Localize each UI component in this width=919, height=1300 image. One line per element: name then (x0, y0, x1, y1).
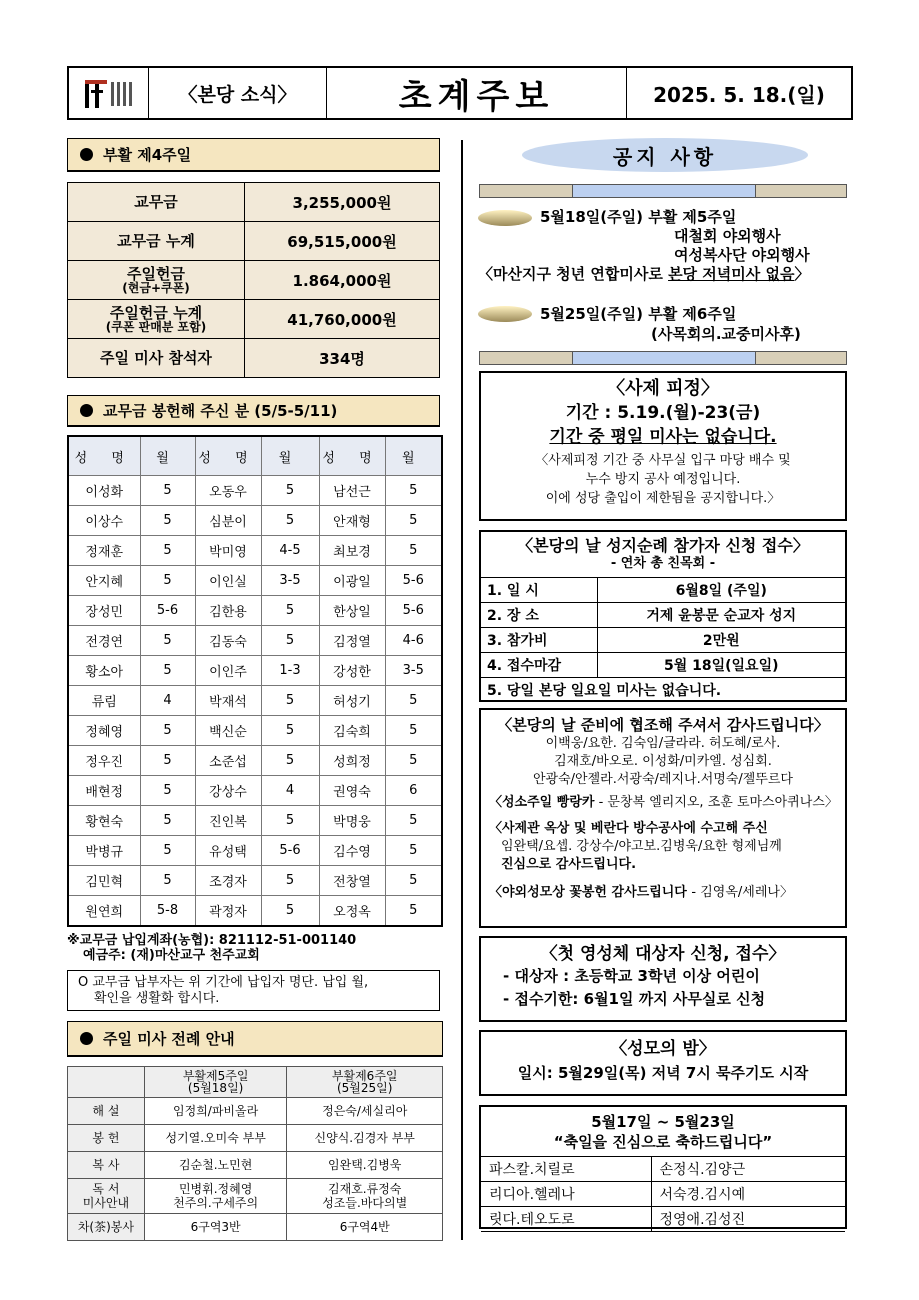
donor-name: 강상수 (195, 776, 261, 806)
giving-table (67, 182, 440, 378)
table-row (68, 776, 442, 806)
pilgrimage-key: 2. 장 소 (481, 603, 597, 628)
pilgrimage-key: 3. 참가비 (481, 628, 597, 653)
donor-name: 김수영 (319, 836, 385, 866)
mass-header-cell (144, 1067, 287, 1098)
mary-night-title: 〈성모의 밤〉 (610, 1039, 716, 1059)
pilgrimage-box (479, 530, 847, 702)
donor-name: 허성기 (319, 686, 385, 716)
first-communion-title: 〈첫 영성체 대상자 신청, 접수〉 (540, 944, 786, 964)
table-row (68, 686, 442, 716)
table-row (68, 836, 442, 866)
mass-title: 주일 미사 전례 안내 (103, 1030, 235, 1048)
donor-month: 5 (385, 686, 442, 716)
event-note: 〈마산지구 청년 연합미사로 본당 저녁미사 없음〉 (478, 265, 810, 283)
feast-greeting: “축일을 진심으로 축하드립니다” (553, 1133, 773, 1151)
donor-month: 5 (385, 536, 442, 566)
donor-name: 김동숙 (195, 626, 261, 656)
donor-name: 한상일 (319, 596, 385, 626)
mass-assignee (144, 1098, 287, 1125)
table-row (68, 1098, 443, 1125)
giving-value: 41,760,000원 (245, 300, 440, 339)
thanks-title: 〈본당의 날 준비에 협조해 주셔서 감사드립니다〉 (497, 716, 829, 734)
donor-name: 황현숙 (68, 806, 140, 836)
table-row (68, 626, 442, 656)
donor-month: 4 (261, 776, 319, 806)
event-line: (사목회의.교중미사후) (651, 325, 801, 343)
donor-month: 1-3 (261, 656, 319, 686)
giving-value: 334명 (245, 339, 440, 378)
mass-header-week: 부활제6주일 (331, 1069, 398, 1083)
giving-sublabel: (쿠폰 판매분 포함) (105, 319, 207, 334)
pilgrimage-key: 4. 접수마감 (481, 653, 597, 678)
column-divider (461, 140, 463, 1240)
table-row (68, 596, 442, 626)
donor-month: 5 (140, 836, 195, 866)
mass-title-bar (67, 1021, 443, 1057)
donor-month: 5 (385, 716, 442, 746)
donor-name: 박명웅 (319, 806, 385, 836)
giving-row (68, 183, 440, 222)
retreat-nomass: 기간 중 평일 미사는 없습니다. (549, 427, 777, 447)
donor-name: 배현정 (68, 776, 140, 806)
event-date: 5월25일(주일) 부활 제6주일 (540, 305, 737, 323)
table-row (481, 603, 845, 628)
mass-assignee-line: 성조들.바다의별 (322, 1196, 408, 1210)
pilgrimage-last: 5. 당일 본당 일요일 미사는 없습니다. (481, 678, 845, 703)
mass-assignee-line: 정은숙/세실리아 (322, 1104, 408, 1118)
donor-month: 5 (261, 506, 319, 536)
mass-assignee-line: 천주의.구세주의 (173, 1196, 259, 1210)
table-row (68, 506, 442, 536)
feast-saint: 리디아.헬레나 (481, 1182, 651, 1207)
donor-month: 5 (385, 506, 442, 536)
donor-name: 오동우 (195, 476, 261, 506)
retreat-period: 기간 : 5.19.(월)-23(금) (565, 403, 761, 423)
donor-name: 이인실 (195, 566, 261, 596)
donor-name: 전창열 (319, 866, 385, 896)
donor-name: 정재훈 (68, 536, 140, 566)
bulletin-header (67, 66, 853, 120)
donors-header-cell: 월 (385, 436, 442, 476)
donor-month: 4 (140, 686, 195, 716)
donor-month: 5 (140, 626, 195, 656)
donor-month: 5 (140, 866, 195, 896)
donor-name: 이성화 (68, 476, 140, 506)
mass-assignee-line: 김재호.류정숙 (328, 1182, 402, 1196)
donor-month: 5 (385, 836, 442, 866)
donor-month: 5-6 (385, 566, 442, 596)
donor-month: 5-6 (261, 836, 319, 866)
donor-month: 5 (140, 806, 195, 836)
donors-header-cell: 월 (261, 436, 319, 476)
donor-month: 5-6 (140, 596, 195, 626)
donor-month: 5 (140, 716, 195, 746)
giving-label-cell (68, 183, 245, 222)
mass-role-label: 미사안내 (82, 1196, 130, 1210)
donor-name: 김민혁 (68, 866, 140, 896)
donor-name: 성희정 (319, 746, 385, 776)
feast-box (479, 1105, 847, 1229)
table-row (68, 656, 442, 686)
donor-name: 남선근 (319, 476, 385, 506)
donor-month: 5-8 (140, 896, 195, 927)
donor-name: 진인복 (195, 806, 261, 836)
mass-assignee-line: 6구역4반 (339, 1220, 390, 1234)
mass-role (68, 1214, 145, 1241)
mass-table (67, 1066, 443, 1241)
table-row (68, 1179, 443, 1214)
divider-bar (479, 184, 847, 198)
donor-month: 5 (261, 896, 319, 927)
pilgrimage-value: 2만원 (597, 628, 845, 653)
mass-header-empty (68, 1067, 145, 1098)
giving-label-cell (68, 339, 245, 378)
mass-role (68, 1125, 145, 1152)
roof-thanks: 〈사제관 옥상 및 베란다 방수공사에 수고해 주신 임완택/요셉. 강상수/야고보.김병욱/요한 형제님께 진심으로 감사드립니다. (489, 821, 782, 872)
giving-label-cell (68, 222, 245, 261)
table-row (481, 1207, 845, 1232)
donors-header-cell: 성 명 (319, 436, 385, 476)
donor-month: 5 (385, 896, 442, 927)
giving-label-cell (68, 261, 245, 300)
donors-header-cell: 성 명 (68, 436, 140, 476)
event-line: 대철회 야외행사 (674, 227, 781, 245)
donor-month: 6 (385, 776, 442, 806)
table-row (481, 678, 845, 703)
feast-table (481, 1156, 845, 1232)
donor-month: 5 (140, 536, 195, 566)
mass-assignee (287, 1214, 443, 1241)
donor-month: 3-5 (261, 566, 319, 596)
giving-label: 주일헌금 (127, 264, 185, 283)
event-may18 (478, 208, 858, 284)
donor-name: 이상수 (68, 506, 140, 536)
giving-row (68, 222, 440, 261)
retreat-line: 누수 방지 공사 예정입니다. (585, 472, 741, 487)
donor-name: 박재석 (195, 686, 261, 716)
table-row (481, 1157, 845, 1182)
week-title: 부활 제4주일 (103, 146, 192, 164)
donor-name: 심분이 (195, 506, 261, 536)
table-row (68, 566, 442, 596)
feast-saint: 릿다.테오도로 (481, 1207, 651, 1232)
donor-name: 원연희 (68, 896, 140, 927)
mass-header-date: (5월25일) (336, 1081, 393, 1095)
donors-header-row (68, 436, 442, 476)
giving-sublabel: (현금+쿠폰) (122, 280, 190, 295)
notice-heading: 공지 사항 (522, 138, 808, 172)
divider-bar (479, 351, 847, 365)
donor-name: 조경자 (195, 866, 261, 896)
giving-label: 주일 미사 참석자 (100, 349, 212, 367)
retreat-line: 이에 성당 출입이 제한됨을 공지합니다.〉 (545, 491, 781, 506)
donors-title: 교무금 봉헌해 주신 분 (5/5-5/11) (103, 402, 338, 420)
mass-role (68, 1152, 145, 1179)
first-communion-line: - 접수기한: 6월1일 까지 사무실로 신청 (503, 990, 766, 1008)
mass-assignee-line: 임정희/파비올라 (173, 1104, 259, 1118)
donor-name: 최보경 (319, 536, 385, 566)
table-row (68, 806, 442, 836)
giving-label: 교무금 (134, 193, 178, 211)
donors-header-cell: 성 명 (195, 436, 261, 476)
mass-assignee (144, 1179, 287, 1214)
donor-month: 5 (385, 746, 442, 776)
mass-assignee (144, 1214, 287, 1241)
donor-name: 소준섭 (195, 746, 261, 776)
event-may25 (478, 304, 858, 344)
pilgrimage-value: 6월8일 (주일) (597, 578, 845, 603)
feast-names: 서숙경.김시예 (651, 1182, 845, 1207)
donor-name: 이인주 (195, 656, 261, 686)
notice-line: 확인을 생활화 합시다. (94, 991, 220, 1006)
table-row (68, 866, 442, 896)
account-info (67, 933, 356, 963)
vocation-thanks: 〈성소주일 빵랑카 - 문창복 엘리지오, 조훈 토마스아퀴나스〉 (489, 795, 838, 810)
mass-assignee (287, 1152, 443, 1179)
notice-line: O 교무금 납부자는 위 기간에 납입자 명단. 납입 월, (78, 975, 369, 990)
donor-name: 김정열 (319, 626, 385, 656)
table-row (68, 1125, 443, 1152)
account-number: ※교무금 납입계좌(농협): 821112-51-001140 (67, 933, 357, 948)
account-holder: 예금주: (재)마산교구 천주교회 (83, 948, 260, 963)
pilgrimage-value: 5월 18일(일요일) (597, 653, 845, 678)
table-row (481, 1182, 845, 1207)
feast-dates: 5월17일 ~ 5월23일 (591, 1113, 735, 1131)
donor-name: 김한용 (195, 596, 261, 626)
donor-month: 5 (140, 746, 195, 776)
donor-month: 5 (261, 806, 319, 836)
donor-name: 안지혜 (68, 566, 140, 596)
thanks-line: 김재호/바오로. 이성화/미카엘. 성심회. (554, 754, 772, 769)
pilgrimage-table (481, 577, 845, 702)
header-section-label: 〈본당 소식〉 (149, 68, 327, 118)
notice-box (67, 970, 440, 1011)
mass-assignee (287, 1179, 443, 1214)
donor-month: 5 (385, 866, 442, 896)
mass-header-cell (287, 1067, 443, 1098)
giving-row (68, 300, 440, 339)
donor-month: 5-6 (385, 596, 442, 626)
donor-name: 강성한 (319, 656, 385, 686)
donor-month: 5 (261, 626, 319, 656)
mass-role-label: 차(茶)봉사 (77, 1220, 134, 1234)
mass-header-week: 부활제5주일 (182, 1069, 249, 1083)
retreat-box (479, 371, 847, 521)
donor-name: 전경연 (68, 626, 140, 656)
mass-header-row (68, 1067, 443, 1098)
donor-month: 5 (140, 776, 195, 806)
giving-label-cell (68, 300, 245, 339)
table-row (68, 1214, 443, 1241)
giving-row (68, 261, 440, 300)
donor-month: 5 (385, 476, 442, 506)
oval-bullet-icon (478, 306, 532, 322)
table-row (68, 476, 442, 506)
pilgrimage-title: 〈본당의 날 성지순례 참가자 신청 접수〉 (517, 536, 809, 555)
donor-month: 5 (261, 476, 319, 506)
bulletin-title: 초계주보 (327, 68, 627, 118)
donor-month: 5 (261, 686, 319, 716)
week-title-bar (67, 138, 440, 172)
donor-month: 4-6 (385, 626, 442, 656)
donor-month: 5 (385, 806, 442, 836)
flower-thanks: 〈야외성모상 꽃봉헌 감사드립니다 - 김영옥/세레나〉 (489, 885, 793, 900)
table-row (68, 716, 442, 746)
mass-role (68, 1179, 145, 1214)
bulletin-date: 2025. 5. 18.(일) (653, 82, 825, 107)
giving-value: 1.864,000원 (245, 261, 440, 300)
donor-name: 박미영 (195, 536, 261, 566)
donor-month: 5 (140, 476, 195, 506)
donor-name: 오정옥 (319, 896, 385, 927)
first-communion-line: - 대상자 : 초등학교 3학년 이상 어린이 (503, 967, 760, 985)
donor-name: 곽정자 (195, 896, 261, 927)
donor-month: 5 (261, 866, 319, 896)
table-row (481, 578, 845, 603)
mass-assignee-line: 김순철.노민현 (178, 1158, 253, 1172)
donor-name: 김숙희 (319, 716, 385, 746)
donor-month: 5 (140, 656, 195, 686)
event-line: 여성복사단 야외행사 (674, 246, 810, 264)
donor-month: 3-5 (385, 656, 442, 686)
logo-icon (83, 76, 135, 110)
table-row (481, 628, 845, 653)
table-row (68, 746, 442, 776)
giving-row (68, 339, 440, 378)
oval-bullet-icon (478, 210, 532, 226)
retreat-title: 〈사제 피정〉 (607, 378, 719, 399)
mass-assignee (287, 1098, 443, 1125)
mass-header-date: (5월18일) (187, 1081, 244, 1095)
mass-role-label: 독 서 (92, 1182, 120, 1196)
pilgrimage-value: 거제 윤봉문 순교자 성지 (597, 603, 845, 628)
donor-name: 유성택 (195, 836, 261, 866)
donor-month: 4-5 (261, 536, 319, 566)
thanks-line: 안광숙/안젤라.서광숙/레지나.서명숙/젤뚜르다 (532, 772, 793, 787)
bullet-icon (80, 148, 93, 161)
giving-label: 교무금 누계 (117, 232, 195, 250)
pilgrimage-subtitle: - 연차 총 친목회 - (610, 556, 716, 571)
mass-assignee (144, 1125, 287, 1152)
donor-name: 정우진 (68, 746, 140, 776)
donor-month: 5 (261, 716, 319, 746)
mass-assignee-line: 민병휘.정혜영 (178, 1182, 253, 1196)
table-row (68, 1152, 443, 1179)
mass-assignee-line: 성기열.오미숙 부부 (165, 1131, 266, 1145)
mass-role-label: 복 사 (92, 1158, 120, 1172)
donor-name: 이광일 (319, 566, 385, 596)
donor-name: 박병규 (68, 836, 140, 866)
first-communion-box (479, 936, 847, 1022)
donor-month: 5 (261, 596, 319, 626)
donor-name: 백신순 (195, 716, 261, 746)
mass-assignee-line: 임완택.김병욱 (328, 1158, 402, 1172)
parish-logo (69, 68, 149, 118)
donors-title-bar (67, 395, 440, 427)
donor-name: 권영숙 (319, 776, 385, 806)
mass-role (68, 1098, 145, 1125)
donor-name: 정혜영 (68, 716, 140, 746)
giving-label: 주일헌금 누계 (109, 303, 203, 322)
feast-saint: 파스칼.치릴로 (481, 1157, 651, 1182)
donor-month: 5 (261, 746, 319, 776)
table-row (68, 896, 442, 927)
donors-table (67, 435, 443, 927)
mary-night-line: 일시: 5월29일(목) 저녁 7시 묵주기도 시작 (517, 1064, 809, 1082)
table-row (481, 653, 845, 678)
donor-name: 안재형 (319, 506, 385, 536)
mass-assignee (144, 1152, 287, 1179)
mary-night-box (479, 1030, 847, 1096)
bullet-icon (80, 404, 93, 417)
giving-value: 69,515,000원 (245, 222, 440, 261)
mass-assignee-line: 신양식.김경자 부부 (314, 1131, 415, 1145)
donors-header-cell: 월 (140, 436, 195, 476)
thanks-box (479, 708, 847, 928)
pilgrimage-key: 1. 일 시 (481, 578, 597, 603)
donor-name: 황소아 (68, 656, 140, 686)
feast-names: 정영애.김성진 (651, 1207, 845, 1232)
donor-name: 장성민 (68, 596, 140, 626)
donor-name: 류림 (68, 686, 140, 716)
donor-month: 5 (140, 506, 195, 536)
thanks-line: 이백웅/요한. 김숙임/글라라. 허도혜/로사. (545, 736, 781, 751)
event-date: 5월18일(주일) 부활 제5주일 (540, 208, 737, 226)
mass-assignee (287, 1125, 443, 1152)
table-row (68, 536, 442, 566)
mass-role-label: 해 설 (92, 1104, 120, 1118)
mass-role-label: 봉 헌 (92, 1131, 120, 1145)
donor-month: 5 (140, 566, 195, 596)
bullet-icon (80, 1032, 93, 1045)
giving-value: 3,255,000원 (245, 183, 440, 222)
feast-names: 손정식.김양근 (651, 1157, 845, 1182)
retreat-line: 〈사제피정 기간 중 사무실 입구 마당 배수 및 (535, 453, 791, 468)
mass-assignee-line: 6구역3반 (190, 1220, 241, 1234)
